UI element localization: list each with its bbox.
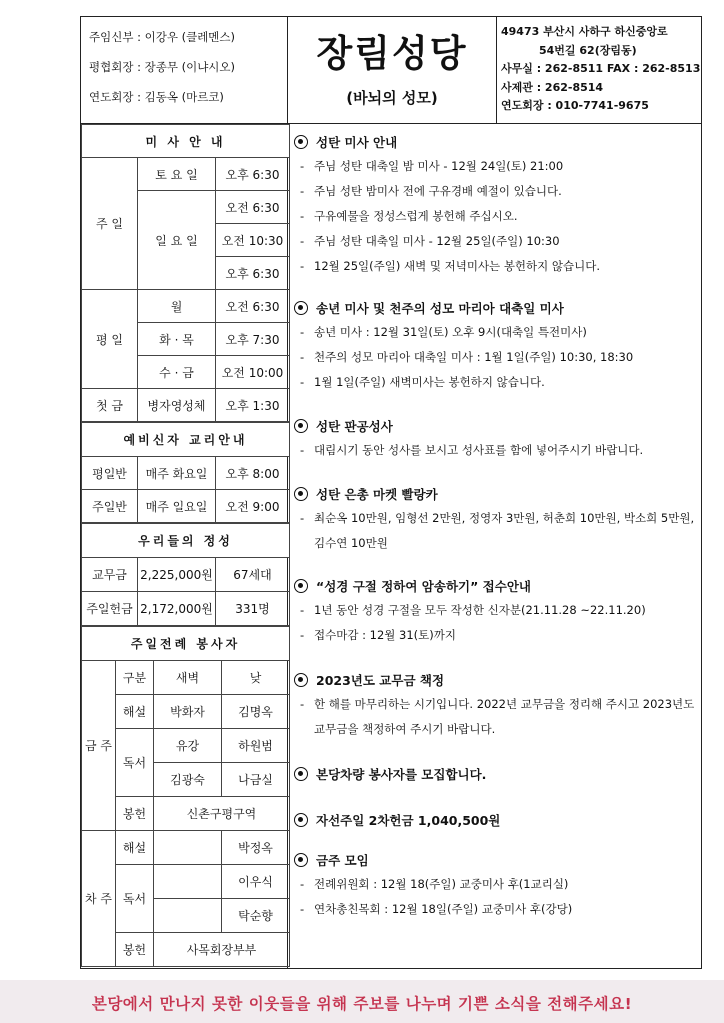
office-phone: 사무실 : 262-8511 FAX : 262-8513 (501, 62, 701, 75)
notices-panel (288, 124, 702, 969)
catechumen-day: 매주 화요일 (138, 457, 216, 490)
sunday-label: 주 일 (82, 158, 138, 290)
first-friday-label: 첫 금 (82, 389, 138, 422)
catechumen-day: 매주 일요일 (138, 490, 216, 523)
offertory-label: 봉헌 (116, 933, 154, 967)
bullet-circle-icon (294, 673, 308, 687)
offertory-group: 신촌구평구역 (154, 797, 290, 831)
notice-title: 성탄 은총 마켓 빨랑카 (316, 487, 438, 502)
catechumen-group: 평일반 (82, 457, 138, 490)
offering-count: 331명 (216, 592, 290, 626)
mass-schedule-title: 미 사 안 내 (82, 125, 290, 158)
commentary-dawn (154, 831, 222, 865)
weekday-time: 오전 6:30 (216, 290, 290, 323)
notice-title: 본당차량 봉사자를 모집합니다. (316, 767, 487, 782)
sunday-time: 오후 6:30 (216, 257, 290, 290)
catechumen-title: 예비신자 교리안내 (82, 423, 290, 457)
notice-title: 자선주일 2차헌금 1,040,500원 (316, 813, 501, 828)
offering-amount: 2,172,000원 (138, 592, 216, 626)
offertory-group: 사목회장부부 (154, 933, 290, 967)
weekday-label: 평 일 (82, 290, 138, 389)
notice-item: - 주님 성탄 밤미사 전에 구유경배 예절이 있습니다. (300, 184, 562, 198)
weekday-time: 오후 7:30 (216, 323, 290, 356)
offering-amount: 2,225,000원 (138, 558, 216, 592)
offering-table (81, 523, 290, 626)
reading-label: 독서 (116, 729, 154, 797)
servers-col-header: 낮 (222, 661, 290, 695)
church-title: 장림성당 (316, 32, 468, 75)
council-president-label: 평협회장 : (89, 60, 145, 74)
notice-palanca (294, 484, 698, 556)
notice-title: “성경 구절 정하여 암송하기” 접수안내 (316, 579, 531, 594)
notice-item: - 1월 1일(주일) 새벽미사는 봉헌하지 않습니다. (300, 375, 545, 389)
commentary-label: 해설 (116, 831, 154, 865)
catechumen-time: 오전 9:00 (216, 490, 290, 523)
notice-item: - 전례위원회 : 12월 18(주일) 교중미사 후(1교리실) (300, 877, 569, 891)
saturday-time: 오후 6:30 (216, 158, 290, 191)
offering-label: 주일헌금 (82, 592, 138, 626)
reading-dawn: 유강 (154, 729, 222, 763)
commentary-label: 해설 (116, 695, 154, 729)
dodo-chief-label: 연도회장 : (89, 90, 145, 104)
header-title-box (288, 16, 496, 124)
catechumen-table (81, 422, 290, 523)
offering-title: 우리들의 정성 (82, 524, 290, 558)
notice-charity-collection (294, 810, 698, 832)
notice-title: 성탄 판공성사 (316, 419, 393, 434)
notice-item: - 접수마감 : 12월 31(토)까지 (300, 628, 456, 642)
notice-item: - 구유예물을 정성스럽게 봉헌해 주십시오. (300, 209, 518, 223)
weekday-time: 오전 10:00 (216, 356, 290, 389)
catechumen-group: 주일반 (82, 490, 138, 523)
weekday-day: 월 (138, 290, 216, 323)
notice-driver-volunteers (294, 764, 698, 786)
bullet-circle-icon (294, 135, 308, 149)
offertory-label: 봉헌 (116, 797, 154, 831)
commentary-day: 김명옥 (222, 695, 290, 729)
address-line-1: 49473 부산시 사하구 하신중앙로 (501, 25, 668, 38)
reading-dawn (154, 865, 222, 899)
bullet-circle-icon (294, 301, 308, 315)
reading-dawn (154, 899, 222, 933)
bullet-circle-icon (294, 767, 308, 781)
header-contact-box (496, 16, 702, 124)
notice-confession (294, 416, 698, 463)
bullet-circle-icon (294, 813, 308, 827)
notice-item: - 1년 동안 성경 구절을 모두 작성한 신자분(21.11.28 ~22.11.20) (300, 603, 646, 617)
this-week-label: 금 주 (82, 661, 116, 831)
council-president-row (89, 59, 287, 89)
catechumen-time: 오후 8:00 (216, 457, 290, 490)
reading-label: 독서 (116, 865, 154, 933)
notice-item: - 주님 성탄 대축일 밤 미사 - 12월 24일(토) 21:00 (300, 159, 564, 173)
commentary-dawn: 박화자 (154, 695, 222, 729)
notice-church-dues (294, 670, 698, 742)
bullet-circle-icon (294, 853, 308, 867)
notice-item: - 최순옥 10만원, 임형선 2만원, 정영자 3만원, 허춘희 10만원, 박소희 5만원, 김수연 10만원 (300, 511, 695, 550)
commentary-day: 박정옥 (222, 831, 290, 865)
notice-item: - 한 해를 마무리하는 시기입니다. 2022년 교무금을 정리해 주시고 2023년도 교무금을 책정하여 주시기 바랍니다. (300, 697, 695, 736)
bullet-circle-icon (294, 487, 308, 501)
footer-message: 본당에서 만나지 못한 이웃들을 위해 주보를 나누며 기쁜 소식을 전해주세요! (91, 995, 633, 1013)
servers-col-header: 구분 (116, 661, 154, 695)
saturday-day: 토 요 일 (138, 158, 216, 191)
dodo-chief-row (89, 89, 287, 119)
dodo-chief-phone: 연도회장 : 010-7741-9675 (501, 99, 649, 112)
address-line-2: 54번길 62(장림동) (539, 43, 637, 57)
bullet-circle-icon (294, 579, 308, 593)
first-friday-time: 오후 1:30 (216, 389, 290, 422)
notice-item: - 송년 미사 : 12월 31일(토) 오후 9시(대축일 특전미사) (300, 325, 587, 339)
sunday-day: 일 요 일 (138, 191, 216, 290)
reading-day: 탁순향 (222, 899, 290, 933)
pastor-label: 주임신부 : (89, 30, 145, 44)
reading-dawn: 김광숙 (154, 763, 222, 797)
dodo-chief-name: 김동옥 (마르코) (144, 90, 224, 104)
bullet-circle-icon (294, 419, 308, 433)
notice-item: - 대림시기 동안 성사를 보시고 성사표를 함에 넣어주시기 바랍니다. (300, 443, 644, 457)
weekday-day: 수 · 금 (138, 356, 216, 389)
reading-day: 이우식 (222, 865, 290, 899)
notice-item: - 연차총친목회 : 12월 18일(주일) 교중미사 후(강당) (300, 902, 573, 916)
council-president-name: 장종무 (이냐시오) (144, 60, 236, 74)
left-info-panel (80, 124, 288, 969)
mass-schedule-table (81, 124, 290, 422)
pastor-row (89, 29, 287, 59)
notice-title: 금주 모임 (316, 853, 369, 868)
notice-item: - 주님 성탄 대축일 미사 - 12월 25일(주일) 10:30 (300, 234, 560, 248)
offering-label: 교무금 (82, 558, 138, 592)
first-friday-day: 병자영성체 (138, 389, 216, 422)
notice-title: 2023년도 교무금 책정 (316, 673, 445, 688)
servers-title: 주일전례 봉사자 (82, 627, 290, 661)
notice-item: - 천주의 성모 마리아 대축일 미사 : 1월 1일(주일) 10:30, 18:30 (300, 350, 634, 364)
servers-col-header: 새벽 (154, 661, 222, 695)
reading-day: 나금실 (222, 763, 290, 797)
sunday-time: 오전 6:30 (216, 191, 290, 224)
offering-count: 67세대 (216, 558, 290, 592)
church-subtitle: (바뇌의 성모) (346, 89, 438, 107)
servers-table (81, 626, 290, 967)
notice-christmas-mass (294, 132, 698, 279)
notice-title: 송년 미사 및 천주의 성모 마리아 대축일 미사 (316, 301, 564, 316)
notice-item: - 12월 25일(주일) 새벽 및 저녁미사는 봉헌하지 않습니다. (300, 259, 601, 273)
notice-meetings (294, 850, 698, 922)
header-staff-box (80, 16, 288, 124)
rectory-phone: 사제관 : 262-8514 (501, 80, 604, 94)
reading-day: 하원범 (222, 729, 290, 763)
next-week-label: 차 주 (82, 831, 116, 967)
notice-bible-memorize (294, 576, 698, 648)
footer-banner (0, 980, 724, 1023)
notice-year-end-mass (294, 298, 698, 395)
pastor-name: 이강우 (클레멘스) (144, 30, 236, 44)
notice-title: 성탄 미사 안내 (316, 135, 398, 150)
sunday-time: 오전 10:30 (216, 224, 290, 257)
weekday-day: 화 · 목 (138, 323, 216, 356)
